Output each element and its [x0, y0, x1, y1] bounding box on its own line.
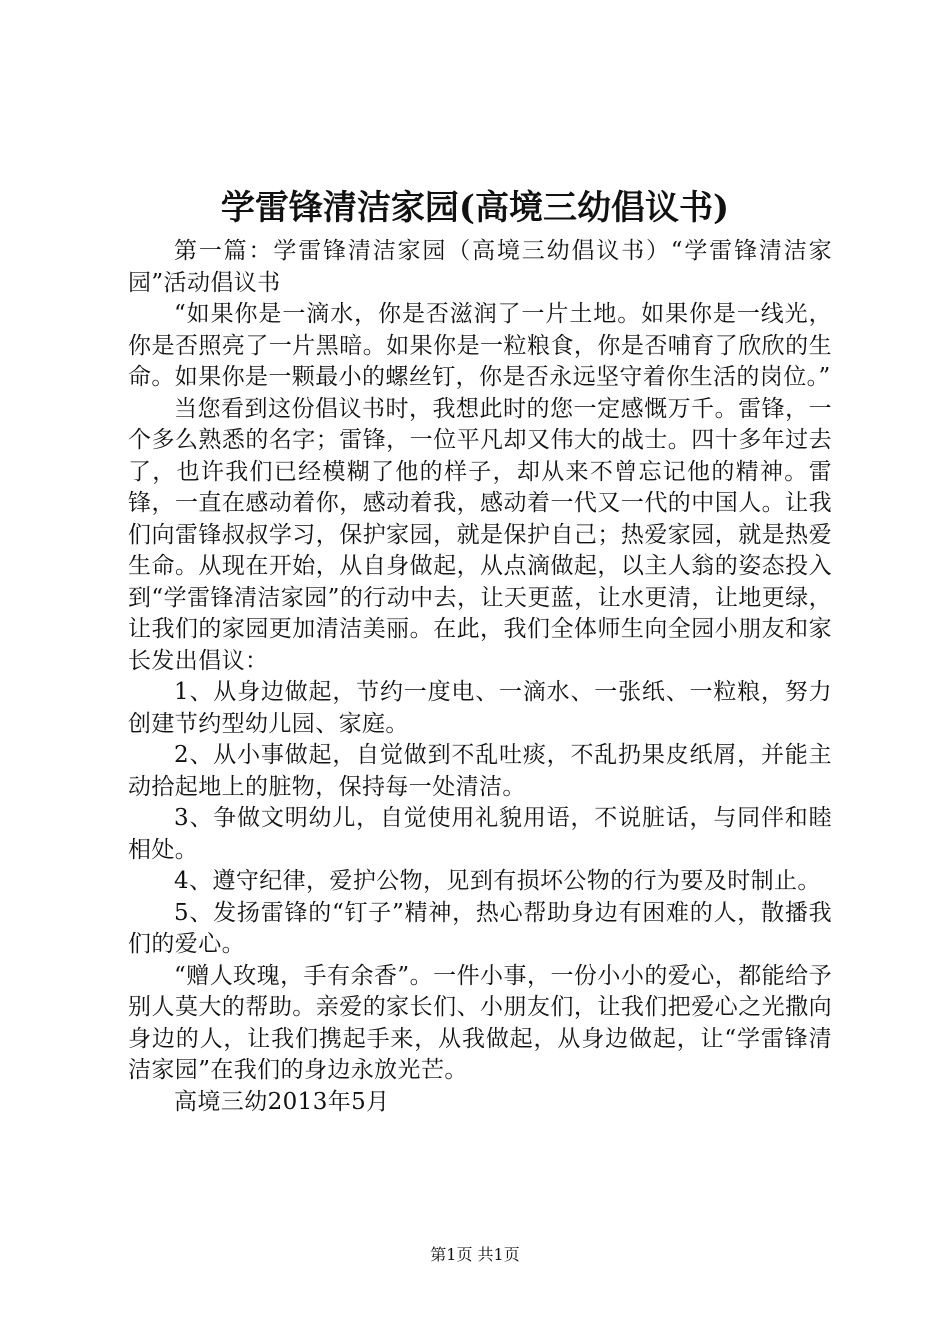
paragraph-main: 当您看到这份倡议书时，我想此时的您一定感慨万千。雷锋，一个多么熟悉的名字；雷锋，一位平凡却又伟大的战士。四十多年过去了，也许我们已经模糊了他的样子，却从来不曾忘记他的精神。雷锋，一直在感动着你，感动着我，感动着一代又一代的中国人。让我们向雷锋叔叔学习，保护家园，就是保护自己；热爱家园，就是热爱生命。从现在开始，从自身做起，从点滴做起，以主人翁的姿态投入到“学雷锋清洁家园”的行动中去，让天更蓝，让水更清，让地更绿，让我们的家园更加清洁美丽。在此，我们全体师生向全园小朋友和家长发出倡议： — [128, 395, 832, 674]
document-body — [128, 236, 832, 1118]
document-title: 学雷锋清洁家园(高境三幼倡议书) — [220, 188, 730, 228]
paragraph-closing: “赠人玫瑰，手有余香”。一件小事，一份小小的爱心，都能给予别人莫大的帮助。亲爱的家长们、小朋友们，让我们把爱心之光撒向身边的人，让我们携起手来，从我做起，从身边做起，让“学雷锋清洁家园”在我们的身边永放光芒。 — [128, 962, 832, 1083]
proposal-item-5: 5、发扬雷锋的“钉子”精神，热心帮助身边有困难的人，散播我们的爱心。 — [128, 899, 832, 957]
proposal-item-3: 3、争做文明幼儿，自觉使用礼貌用语，不说脏话，与同伴和睦相处。 — [128, 805, 832, 863]
proposal-item-2: 2、从小事做起，自觉做到不乱吐痰，不乱扔果皮纸屑，并能主动拾起地上的脏物，保持每一处清洁。 — [128, 742, 832, 800]
signature-date: 高境三幼2013年5月 — [174, 1088, 390, 1115]
page-number: 第1页 共1页 — [430, 1245, 520, 1264]
proposal-item-4: 4、遵守纪律，爱护公物，见到有损坏公物的行为要及时制止。 — [174, 868, 821, 894]
paragraph-intro-heading: 第一篇：学雷锋清洁家园（高境三幼倡议书）“学雷锋清洁家园”活动倡议书 — [128, 238, 832, 296]
proposal-item-1: 1、从身边做起，节约一度电、一滴水、一张纸、一粒粮，努力创建节约型幼儿园、家庭。 — [128, 679, 832, 737]
paragraph-quote: “如果你是一滴水，你是否滋润了一片土地。如果你是一线光，你是否照亮了一片黑暗。如果你是一粒粮食，你是否哺育了欣欣的生命。如果你是一颗最小的螺丝钉，你是否永远坚守着你生活的岗位。” — [128, 301, 832, 390]
